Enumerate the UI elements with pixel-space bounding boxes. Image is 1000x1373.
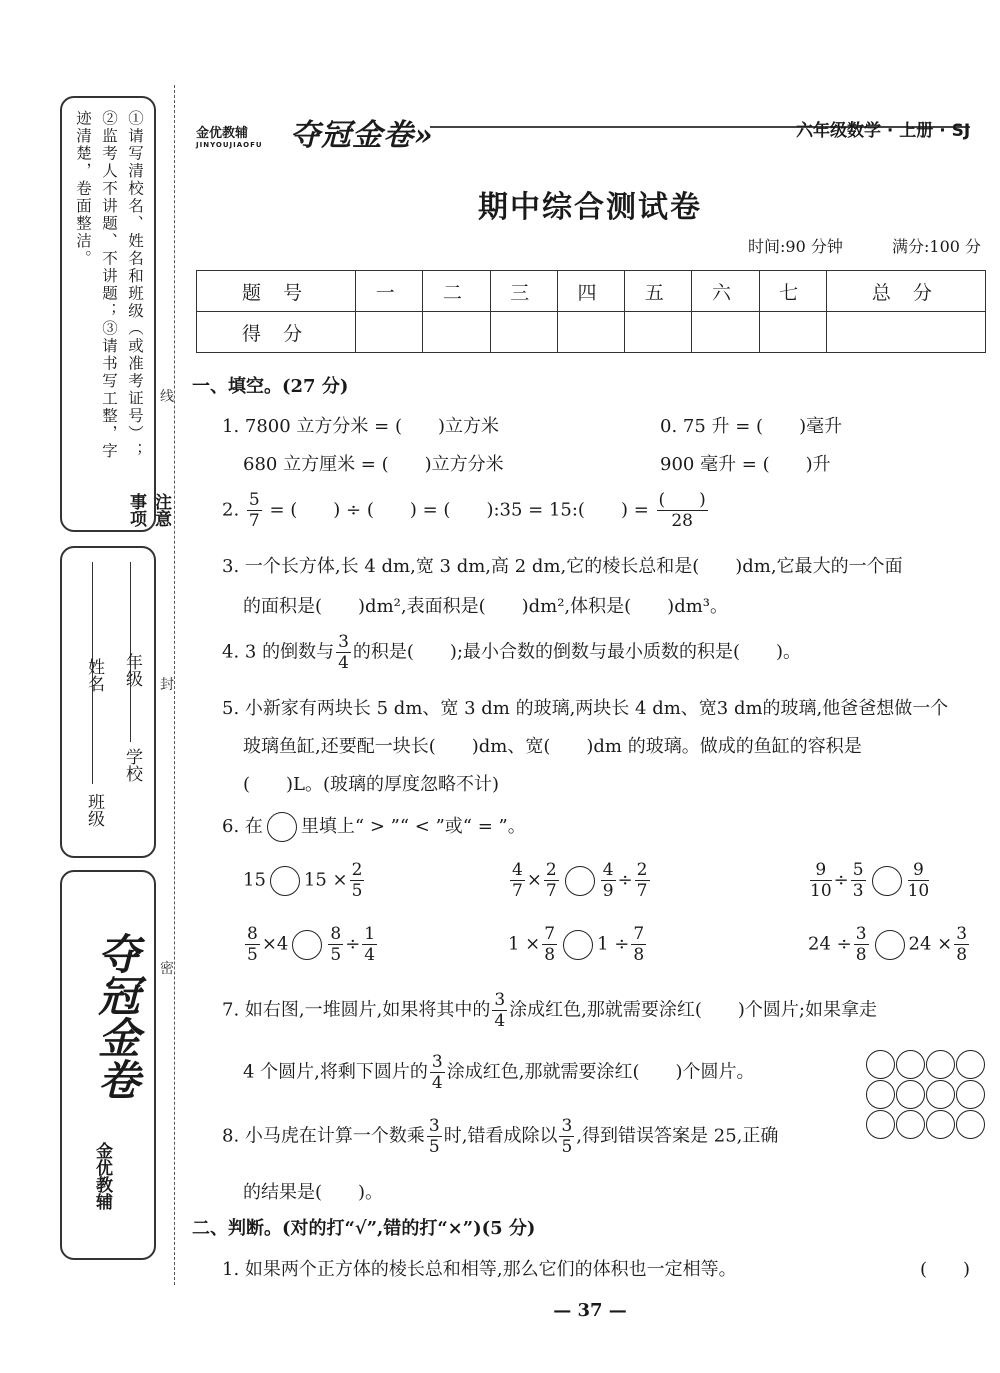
question-text: 的积是( );最小合数的倒数与最小质数的积是( )。: [352, 641, 802, 663]
question-text: 7. 如右图,一堆圆片,如果将其中的: [222, 999, 491, 1021]
brand-panel: [60, 870, 156, 1260]
score-input-cell[interactable]: [423, 312, 490, 353]
compare-circle[interactable]: [292, 930, 322, 960]
compare-circle[interactable]: [875, 930, 905, 960]
question-text: 4 个圆片,将剩下圆片的: [243, 1061, 428, 1083]
disc: [926, 1080, 955, 1109]
compare-circle[interactable]: [563, 930, 593, 960]
question-3b: 的面积是( )dm²,表面积是( )dm²,体积是( )dm³。: [243, 596, 728, 617]
table-cell: 七: [759, 271, 826, 312]
score-input-cell[interactable]: [356, 312, 423, 353]
table-cell: 五: [625, 271, 692, 312]
compare-item-5: 1 × $\frac{7}{8}$ 1 ÷ $\frac{7}{8}$: [508, 924, 645, 965]
question-6: [222, 812, 526, 842]
disc: [926, 1050, 955, 1079]
cut-line: [174, 85, 175, 1285]
fraction: $\frac{5}{7}$: [248, 490, 260, 531]
disc: [866, 1050, 895, 1079]
publisher-name: 金优教辅: [196, 126, 249, 141]
section-2-heading: 二、判断。(对的打“√”,错的打“×”)(5 分): [192, 1218, 536, 1239]
compare-item-3: $\frac{9}{10}$ ÷ $\frac{5}{3}$ $\frac{9}{10}$: [810, 860, 930, 901]
disc: [866, 1110, 895, 1139]
compare-circle: [267, 812, 297, 842]
compare-item-1: 15 15 × $\frac{2}{5}$: [243, 860, 363, 901]
table-cell: 总 分: [826, 271, 985, 312]
cut-mark-line: 线: [160, 389, 174, 405]
grade-field-label: 年级: [122, 653, 142, 687]
question-3a: 3. 一个长方体,长 4 dm,宽 3 dm,高 2 dm,它的棱长总和是( )dm,它最大的一个面: [222, 556, 903, 577]
question-1c: 680 立方厘米 = ( )立方分米: [243, 454, 504, 475]
question-number: 2.: [222, 499, 240, 521]
question-8a: [222, 1116, 778, 1157]
score-input-cell[interactable]: [692, 312, 759, 353]
disc: [956, 1110, 985, 1139]
compare-circle[interactable]: [872, 866, 902, 896]
table-cell: 三: [490, 271, 557, 312]
class-field-label: 班级: [84, 793, 104, 827]
score-table-score-row: [197, 312, 986, 353]
question-4: [222, 632, 801, 673]
fraction: $\frac{3}{4}$: [431, 1052, 443, 1093]
question-5a: 5. 小新家有两块长 5 dm、宽 3 dm 的玻璃,两块长 4 dm、宽3 dm的玻璃,他爸爸想做一个: [222, 698, 949, 719]
table-cell: 一: [356, 271, 423, 312]
question-1a: 1. 7800 立方分米 = ( )立方米: [222, 416, 499, 437]
fraction: $\frac{( )}{28}$: [658, 490, 706, 531]
question-text: ,得到错误答案是 25,正确: [576, 1125, 779, 1147]
fraction: $\frac{3}{5}$: [561, 1116, 573, 1157]
table-cell: 题 号: [197, 271, 356, 312]
compare-item-6: 24 ÷ $\frac{3}{8}$ 24 × $\frac{3}{8}$: [808, 924, 968, 965]
question-5c: ( )L。(玻璃的厚度忽略不计): [243, 774, 500, 795]
score-input-cell[interactable]: [490, 312, 557, 353]
notes-label: 注意事项: [126, 493, 171, 527]
name-field-label: 姓名: [84, 658, 104, 692]
cut-mark-seal: 封: [160, 677, 174, 693]
disc: [866, 1080, 895, 1109]
question-text: 涂成红色,那就需要涂红( )个圆片;如果拿走: [509, 999, 878, 1021]
full-score: 满分:100 分: [892, 237, 982, 256]
table-cell: 二: [423, 271, 490, 312]
student-info-panel: [60, 546, 156, 858]
disc: [896, 1050, 925, 1079]
disc-pile-figure: [866, 1050, 990, 1139]
question-5b: 玻璃鱼缸,还要配一块长( )dm、宽( )dm 的玻璃。做成的鱼缸的容积是: [243, 736, 862, 757]
publisher-en: JINYOUJIAOFU: [196, 141, 263, 149]
time-limit: 时间:90 分钟: [748, 237, 843, 256]
disc: [926, 1110, 955, 1139]
school-field-line[interactable]: [130, 562, 131, 742]
disc: [896, 1080, 925, 1109]
question-7a: [222, 990, 877, 1031]
fraction: $\frac{3}{5}$: [428, 1116, 440, 1157]
disc: [956, 1080, 985, 1109]
question-text: 4. 3 的倒数与: [222, 641, 335, 663]
question-text: 6. 在: [222, 816, 263, 837]
notes-text: ①请写清校名、姓名和班级（或准考证号）；②监考人不讲题、不讲题；③请书写工整，字迹清楚，卷面整洁。: [74, 110, 144, 460]
question-8b: 的结果是( )。: [243, 1182, 384, 1203]
table-cell: 四: [557, 271, 624, 312]
disc: [896, 1110, 925, 1139]
disc: [956, 1050, 985, 1079]
score-input-cell[interactable]: [826, 312, 985, 353]
score-input-cell[interactable]: [625, 312, 692, 353]
score-input-cell[interactable]: [759, 312, 826, 353]
question-text: 8. 小马虎在计算一个数乘: [222, 1125, 425, 1147]
compare-circle[interactable]: [270, 866, 300, 896]
publisher-logo: [196, 122, 263, 149]
compare-item-2: $\frac{4}{7}$ × $\frac{2}{7}$ $\frac{4}{9}$ ÷ $\frac{2}{7}$: [512, 860, 648, 901]
school-field-label: 学校: [122, 748, 142, 782]
page-number: — 37 —: [553, 1300, 627, 1321]
score-input-cell[interactable]: [557, 312, 624, 353]
section-1-heading: 一、填空。(27 分): [192, 376, 349, 397]
cut-mark-secret: 密: [160, 961, 174, 977]
judge-answer-blank[interactable]: ( ): [920, 1259, 971, 1280]
question-1d: 900 毫升 = ( )升: [660, 454, 831, 475]
compare-circle[interactable]: [565, 866, 595, 896]
compare-item-4: $\frac{8}{5}$ ×4 $\frac{8}{5}$ ÷ $\frac{1}{4}$: [247, 924, 376, 965]
fraction: $\frac{3}{4}$: [338, 632, 349, 673]
grade-label: 六年级数学 · 上册 · SJ: [796, 121, 971, 141]
table-cell: 六: [692, 271, 759, 312]
question-1b: 0. 75 升 = ( )毫升: [660, 416, 843, 437]
brand-sub: 金优教辅: [92, 1142, 112, 1210]
score-table: [196, 270, 986, 353]
score-table-header-row: [197, 271, 986, 312]
paper-title: 期中综合测试卷: [478, 190, 702, 225]
question-2: [222, 490, 710, 531]
question-7b: [243, 1052, 755, 1093]
series-title: 夺冠金卷»: [290, 118, 434, 153]
question-text: 涂成红色,那就需要涂红( )个圆片。: [446, 1061, 755, 1083]
question-text: 时,错看成除以: [443, 1125, 558, 1147]
notes-panel: [60, 96, 171, 532]
question-text: = ( ) ÷ ( ) = ( ):35 = 15:( ) =: [269, 499, 649, 521]
brand-logo: 夺冠金卷: [92, 932, 141, 1100]
judge-question-1: 1. 如果两个正方体的棱长总和相等,那么它们的体积也一定相等。: [222, 1259, 737, 1280]
question-text: 里填上“ > ”“ < ”或“ = ”。: [300, 816, 526, 837]
fraction: $\frac{3}{4}$: [494, 990, 506, 1031]
table-cell: 得 分: [197, 312, 356, 353]
